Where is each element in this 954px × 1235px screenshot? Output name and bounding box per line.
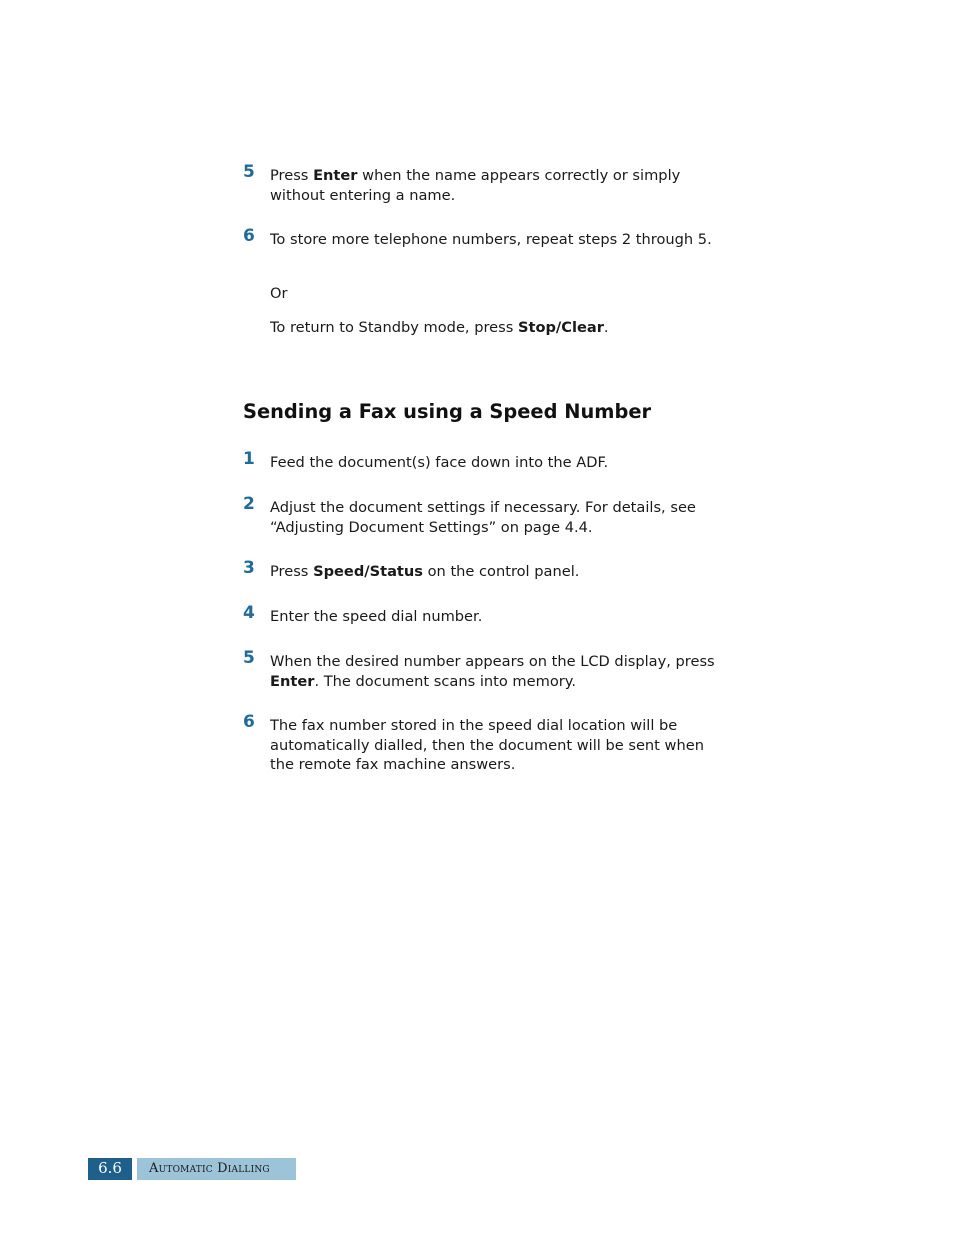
page-number: 6.6	[88, 1158, 132, 1180]
step-text: Enter the speed dial number.	[270, 608, 483, 625]
step-number: 6	[243, 712, 255, 732]
step-text: The fax number stored in the speed dial location will be automatically dialled, then the document will be sent when the remote fax machine answers.	[270, 717, 704, 774]
step-number: 5	[243, 162, 255, 182]
step-number: 2	[243, 494, 255, 514]
step-number: 4	[243, 603, 255, 623]
step-number: 1	[243, 449, 255, 469]
chapter-title: Automatic Dialling	[137, 1158, 296, 1180]
or-text: Or	[270, 285, 288, 302]
step-number: 6	[243, 226, 255, 246]
bold-key: Stop/Clear	[517, 319, 604, 336]
step-number: 5	[243, 648, 255, 668]
return-standby-text: To return to Standby mode, press Stop/Clear.	[270, 319, 609, 336]
step-text: Press Enter when the name appears correctly or simply without entering a name.	[270, 167, 681, 204]
step-text: Press Speed/Status on the control panel.	[270, 563, 580, 580]
bold-key: Speed/Status	[313, 563, 423, 580]
step-number: 3	[243, 558, 255, 578]
step-text: When the desired number appears on the LCD display, press Enter. The document scans into memory.	[270, 653, 715, 690]
step-text: Feed the document(s) face down into the ADF.	[270, 454, 609, 471]
bold-key: Enter	[270, 672, 315, 690]
bold-key: Enter	[313, 167, 358, 184]
section-heading: Sending a Fax using a Speed Number	[243, 400, 652, 423]
step-text: Adjust the document settings if necessary. For details, see “Adjusting Document Settings” on page 4.4.	[270, 499, 696, 536]
step-text: To store more telephone numbers, repeat steps 2 through 5.	[270, 231, 712, 248]
